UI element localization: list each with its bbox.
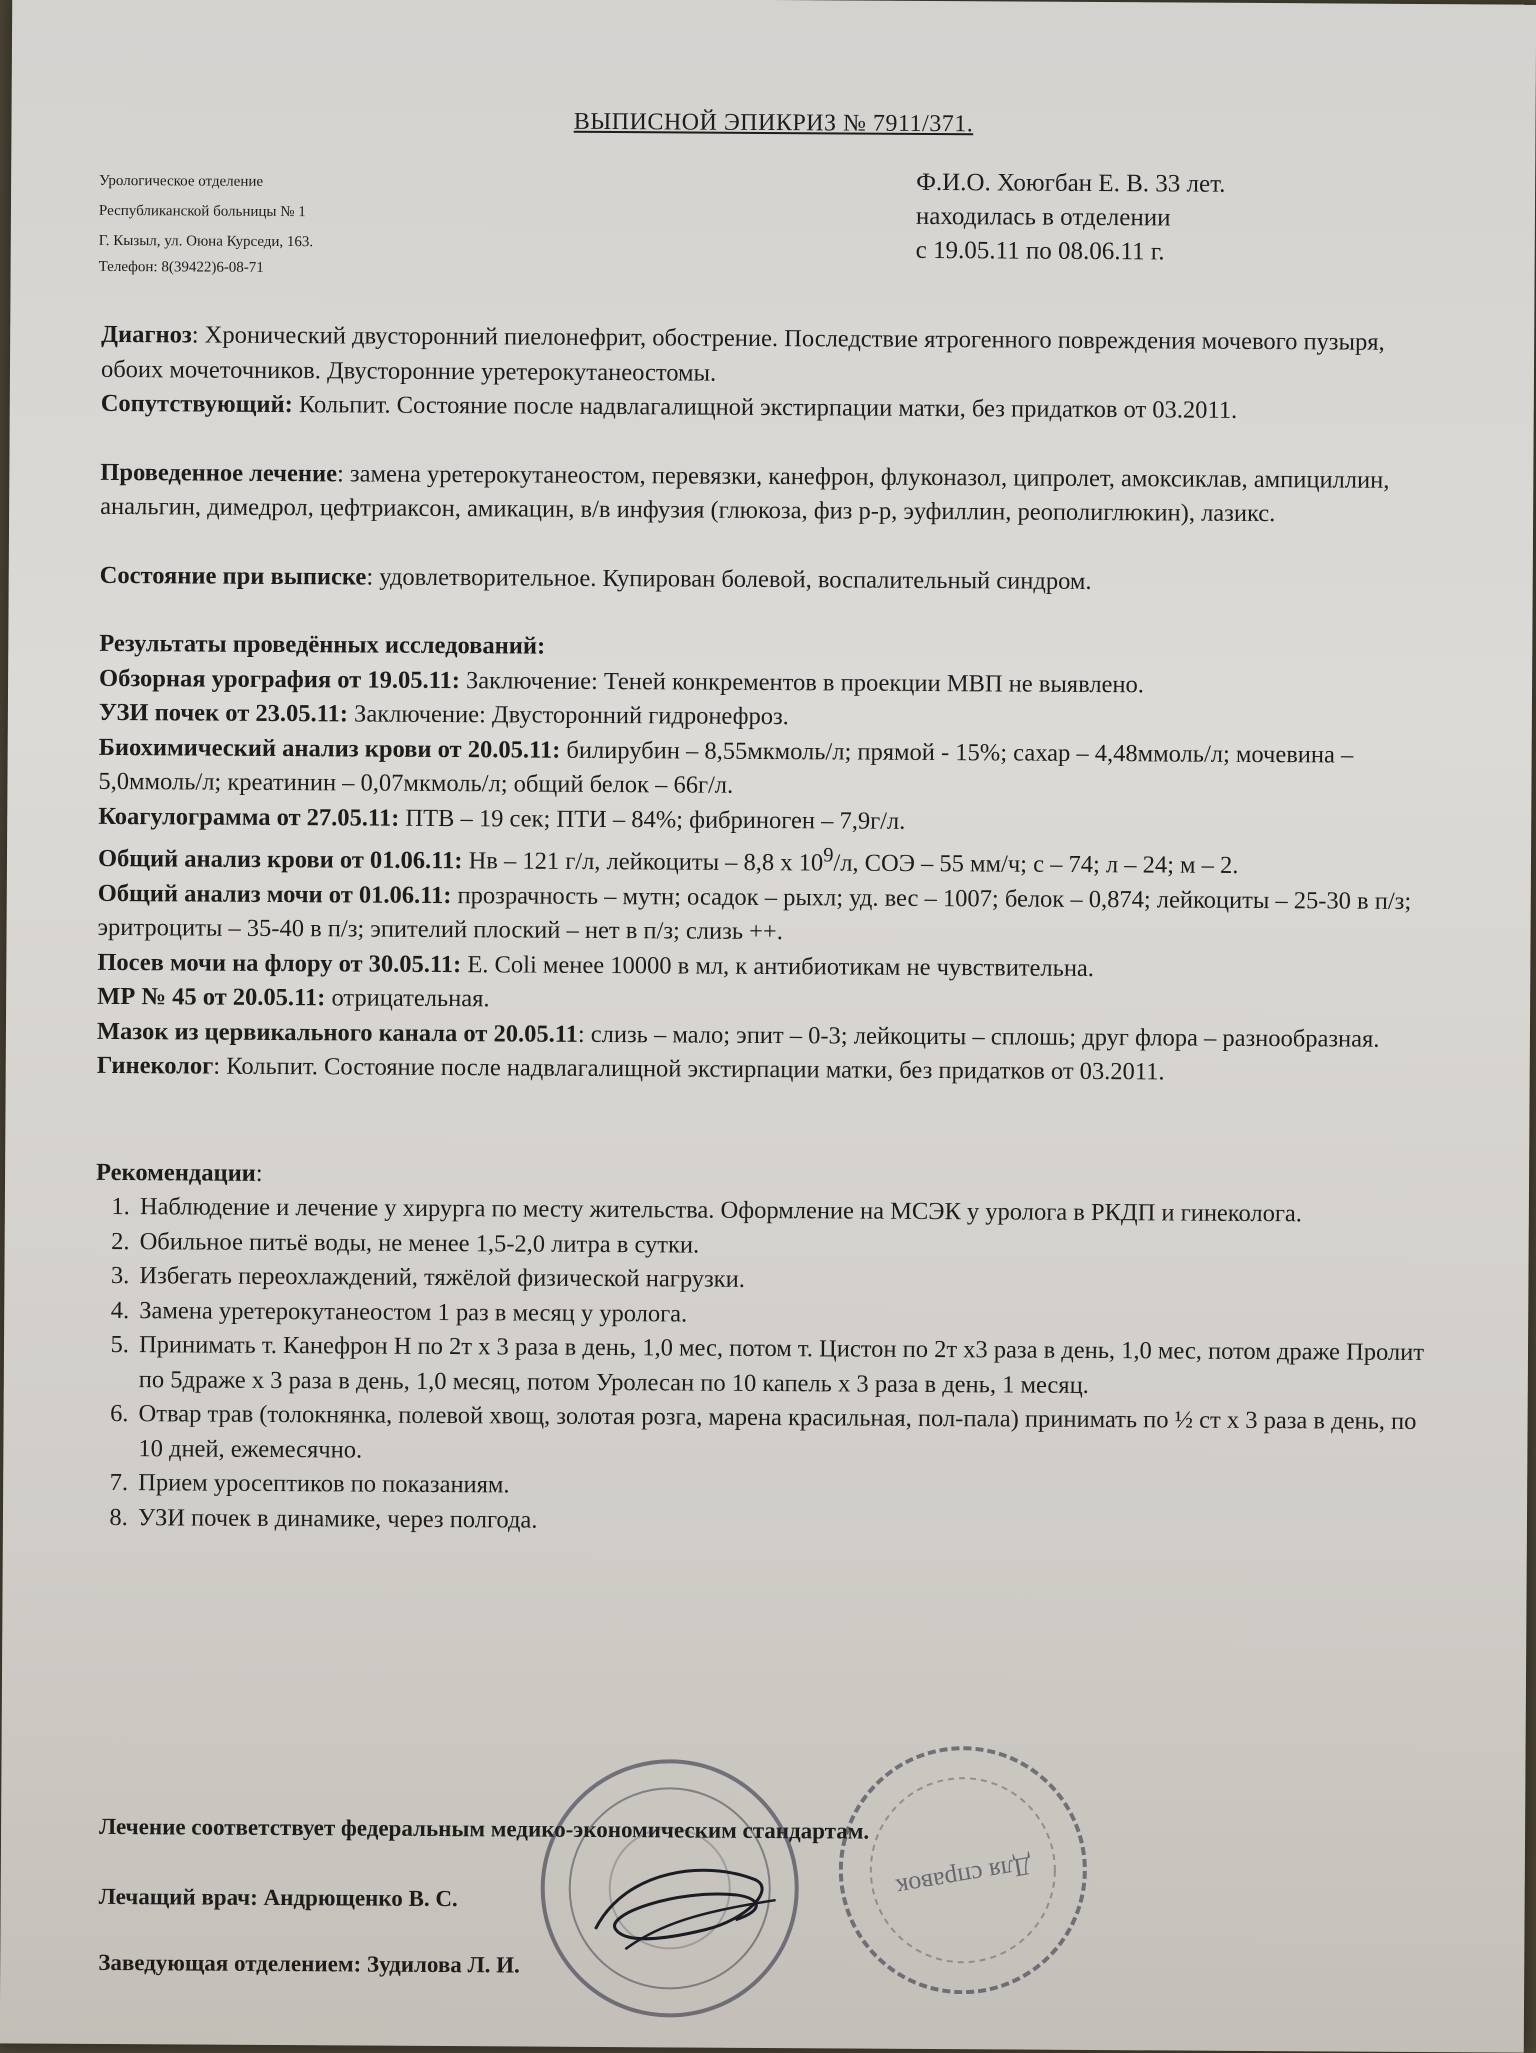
result-label: Общий анализ мочи от 01.06.11: (97, 879, 452, 909)
list-item: 7. Прием уросептиков по показаниям. (134, 1466, 1424, 1508)
result-item (97, 877, 1427, 954)
result-text: прозрачность – мутн; осадок – рыхл; уд. вес – 1007; белок – 0,874; лейкоциты – 25-30 в п/з; эритроциты – 35-40 в п/з; эпителий плоский – нет в п/з; слизь ++. (97, 881, 1412, 946)
list-item: 3. Избегать переохлаждений, тяжёлой физической нагрузки. (135, 1259, 1425, 1301)
treatment-label: Проведенное лечение (100, 458, 338, 487)
result-label: Коагулограмма от 27.05.11: (98, 802, 400, 832)
result-text: Заключение: Двусторонний гидронефроз. (347, 700, 789, 731)
treatment-text: : замена уретерокутанеостом, перевязки, канефрон, флуконазол, ципролет, амоксиклав, ампициллин, анальгин, димедрол, цефтриаксон, амикацин, в/в инфузия (глюкоза, физ р-р, эуфиллин, реополиглюкин), лазикс. (100, 459, 1390, 528)
diagnosis-text: : Хронический двусторонний пиелонефрит, обострение. Последствие ятрогенного повреждения мочевого пузыря, обоих мочеточников. Двусторонние уретерокутанеостомы. (100, 321, 1385, 387)
list-item: 4. Замена уретерокутанеостом 1 раз в месяц у уролога. (135, 1294, 1425, 1336)
concomitant-text: Кольпит. Состояние после надвлагалищной экстирпации матки, без придатков от 03.2011. (292, 391, 1238, 424)
discharge-label: Состояние при выписке (99, 561, 367, 591)
result-label: Гинеколог (96, 1052, 214, 1080)
result-label: МР № 45 от 20.05.11: (97, 983, 326, 1012)
department-head: Заведующая отделением: Зудилова Л. И. (98, 1949, 520, 1978)
result-label: Посев мочи на флору от 30.05.11: (97, 948, 462, 978)
result-item (98, 730, 1428, 807)
standard-statement: Лечение соответствует федеральным медико-экономическим стандартам. (99, 1813, 870, 1844)
discharge-text: : удовлетворительное. Купирован болевой, воспалительный синдром. (366, 563, 1092, 595)
result-label: Общий анализ крови от 01.06.11: (97, 845, 463, 875)
hospital-info (99, 166, 314, 279)
patient-dates: с 19.05.11 по 08.06.11 г. (915, 236, 1165, 266)
result-text: Нв – 121 г/л, лейкоциты – 8,8 х 10 (462, 847, 824, 877)
stamp-text: Для справок (894, 1850, 1034, 1903)
doctor-signature (585, 1849, 786, 1975)
recommendations-label: Рекомендации (96, 1158, 256, 1187)
recommendations-list (94, 1190, 1426, 1543)
result-text: билирубин – 8,55мкмоль/л; прямой - 15%; сахар – 4,48ммоль/л; мочевина – 5,0ммоль/л; креатинин – 0,07мкмоль/л; общий белок – 66г/л. (98, 736, 1354, 799)
result-label: Обзорная урография от 19.05.11: (99, 664, 461, 694)
list-item: 8. УЗИ почек в динамике, через полгода. (134, 1501, 1424, 1543)
treatment-paragraph (100, 455, 1430, 532)
document-body (94, 318, 1431, 1543)
result-text: ПТВ – 19 сек; ПТИ – 84%; фибриноген – 7,9г/л. (399, 804, 906, 835)
list-item: 1. Наблюдение и лечение у хирурга по месту жительства. Оформление на МСЭК у уролога в РКДП и гинеколога. (136, 1190, 1426, 1232)
result-item-blood (98, 834, 1428, 885)
result-label: Биохимический анализ крови от 20.05.11: (98, 733, 561, 764)
for-references-stamp (838, 1745, 1088, 1995)
hospital-address: Г. Кызыл, ул. Оюна Курседи, 163. (98, 232, 314, 251)
result-label: УЗИ почек от 23.05.11: (98, 698, 349, 728)
recommendations-colon: : (255, 1159, 263, 1187)
results-heading-text: Результаты проведённых исследований: (99, 629, 546, 660)
result-text: отрицательная. (325, 984, 490, 1013)
diagnosis-paragraph (101, 318, 1431, 395)
patient-name: Ф.И.О. Хоюгбан Е. В. 33 лет. (916, 168, 1226, 198)
hospital-name: Республиканской больницы № 1 (98, 202, 306, 221)
result-text: : Кольпит. Состояние после надвлагалищной экстирпации матки, без придатков от 03.2011. (213, 1052, 1165, 1086)
concomitant-label: Сопутствующий: (100, 389, 293, 419)
result-superscript: 9 (823, 844, 834, 867)
diagnosis-label: Диагноз (101, 320, 192, 349)
result-text: : слизь – мало; эпит – 0-3; лейкоциты – сплошь; друг флора – разнообразная. (577, 1020, 1380, 1053)
document-title: ВЫПИСНОЙ ЭПИКРИЗ № 7911/371. (573, 108, 974, 138)
result-text: Заключение: Теней конкрементов в проекции МВП не выявлено. (459, 666, 1145, 698)
list-item: 5. Принимать т. Канефрон Н по 2т х 3 раза в день, 1,0 мес, потом т. Цистон по 2т х3 раза в день, 1,0 мес, потом драже Пролит по 5драже х 3 раза в день, 1,0 месяц, потом Уролесан по 10 капель х 3 раза в день, 1 месяц. (135, 1328, 1425, 1405)
result-label: Мазок из цервикального канала от 20.05.11 (96, 1017, 578, 1048)
patient-info (916, 166, 1226, 270)
patient-stay: находилась в отделении (915, 202, 1171, 232)
result-text: E. Coli менее 10000 в мл, к антибиотикам не чувствительна. (461, 950, 1095, 982)
list-item: 2. Обильное питьё воды, не менее 1,5-2,0 литра в сутки. (136, 1225, 1426, 1267)
hospital-department: Урологическое отделение (99, 172, 264, 190)
result-text: /л, СОЭ – 55 мм/ч; с – 74; л – 24; м – 2. (833, 849, 1239, 880)
hospital-phone: Телефон: 8(39422)6-08-71 (98, 258, 264, 276)
attending-doctor: Лечащий врач: Андрющенко В. С. (98, 1883, 458, 1912)
list-item: 6. Отвар трав (толокнянка, полевой хвощ, золотая розга, марена красильная, пол-пала) принимать по ½ ст х 3 раза в день, по 10 дней, ежемесячно. (134, 1397, 1424, 1474)
